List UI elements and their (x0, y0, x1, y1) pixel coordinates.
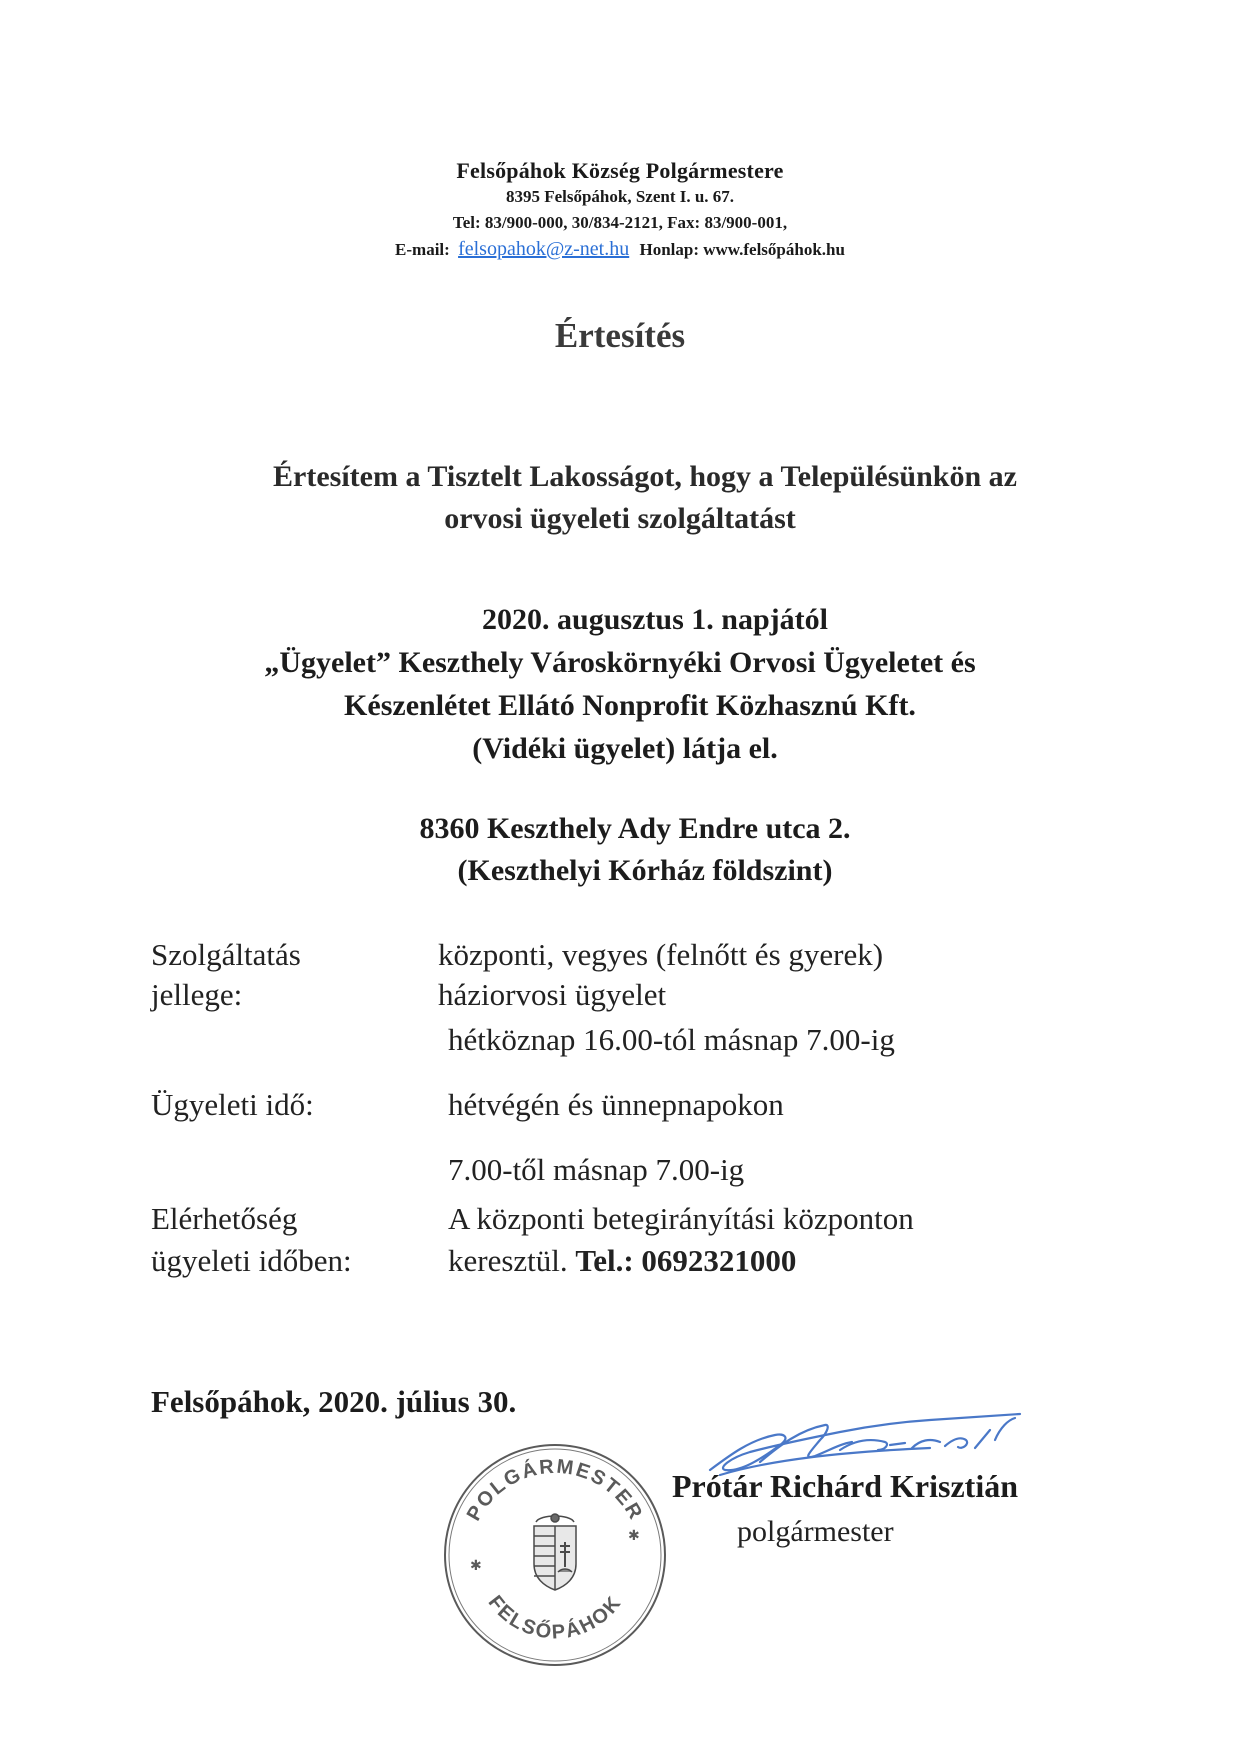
seal-bottom-text: FELSŐPÁHOK (483, 1591, 627, 1644)
letterhead (0, 158, 1240, 263)
contact-label-2: ügyeleti időben: (151, 1243, 352, 1278)
service-label-1: Szolgáltatás (151, 937, 301, 972)
provider-start-date: 2020. augusztus 1. napjától (482, 603, 828, 636)
intro-line-2: orvosi ügyeleti szolgáltatást (444, 502, 796, 535)
service-value-1: központi, vegyes (felnőtt és gyerek) (438, 937, 884, 972)
contact-value-2-line (448, 1240, 796, 1282)
email-link[interactable]: felsopahok@z-net.hu (458, 238, 630, 260)
contact-label-1: Elérhetőség (151, 1201, 298, 1236)
letterhead-contact-line (0, 236, 1240, 263)
document-title: Értesítés (554, 316, 686, 355)
website-text: Honlap: www.felsőpáhok.hu (639, 240, 845, 259)
service-label-2: jellege: (151, 977, 243, 1012)
seal-star-left-icon: ✱ (470, 1558, 482, 1574)
intro-paragraph (0, 456, 1240, 540)
letterhead-org: Felsőpáhok Község Polgármestere (456, 158, 784, 183)
signer-name: Prótár Richárd Krisztián (672, 1468, 1019, 1504)
weekend-text: hétvégén és ünnepnapokon (448, 1087, 784, 1122)
official-seal (440, 1440, 670, 1670)
phone-number: Tel.: 0692321000 (575, 1243, 797, 1278)
service-value-2: háziorvosi ügyelet (438, 977, 667, 1012)
seal-top-text: POLGÁRMESTER (462, 1455, 648, 1525)
email-label: E-mail: (395, 240, 450, 259)
weekday-hours: hétköznap 16.00-tól másnap 7.00-ig (448, 1022, 895, 1057)
seal-star-right-icon: ✱ (628, 1528, 640, 1544)
place-and-date: Felsőpáhok, 2020. július 30. (151, 1384, 517, 1419)
address-line-2: (Keszthelyi Kórház földszint) (457, 854, 833, 887)
provider-name-line-1: „Ügyelet” Keszthely Városkörnyéki Orvosi Ügyeletet és (264, 646, 976, 679)
contact-value-1: A központi betegirányítási központon (448, 1201, 914, 1236)
signer-title: polgármester (737, 1515, 894, 1548)
intro-line-1: Értesítem a Tisztelt Lakosságot, hogy a Településünkön az (273, 460, 1017, 493)
address-line-1: 8360 Keszthely Ady Endre utca 2. (419, 812, 851, 845)
coat-of-arms-icon (534, 1514, 576, 1590)
provider-name-line-3: (Vidéki ügyelet) látja el. (472, 732, 778, 765)
weekend-hours: 7.00-től másnap 7.00-ig (448, 1152, 745, 1187)
letterhead-phones: Tel: 83/900-000, 30/834-2121, Fax: 83/900-001, (452, 213, 788, 232)
provider-block (0, 598, 1240, 770)
contact-value-2: keresztül. (448, 1243, 568, 1278)
provider-name-line-2: Készenlétet Ellátó Nonprofit Közhasznú Kft. (344, 689, 916, 722)
duty-time-label: Ügyeleti idő: (151, 1087, 314, 1122)
address-block (0, 808, 1240, 892)
letterhead-address: 8395 Felsőpáhok, Szent I. u. 67. (505, 187, 735, 206)
svg-text:FELSŐPÁHOK (484, 1591, 627, 1643)
